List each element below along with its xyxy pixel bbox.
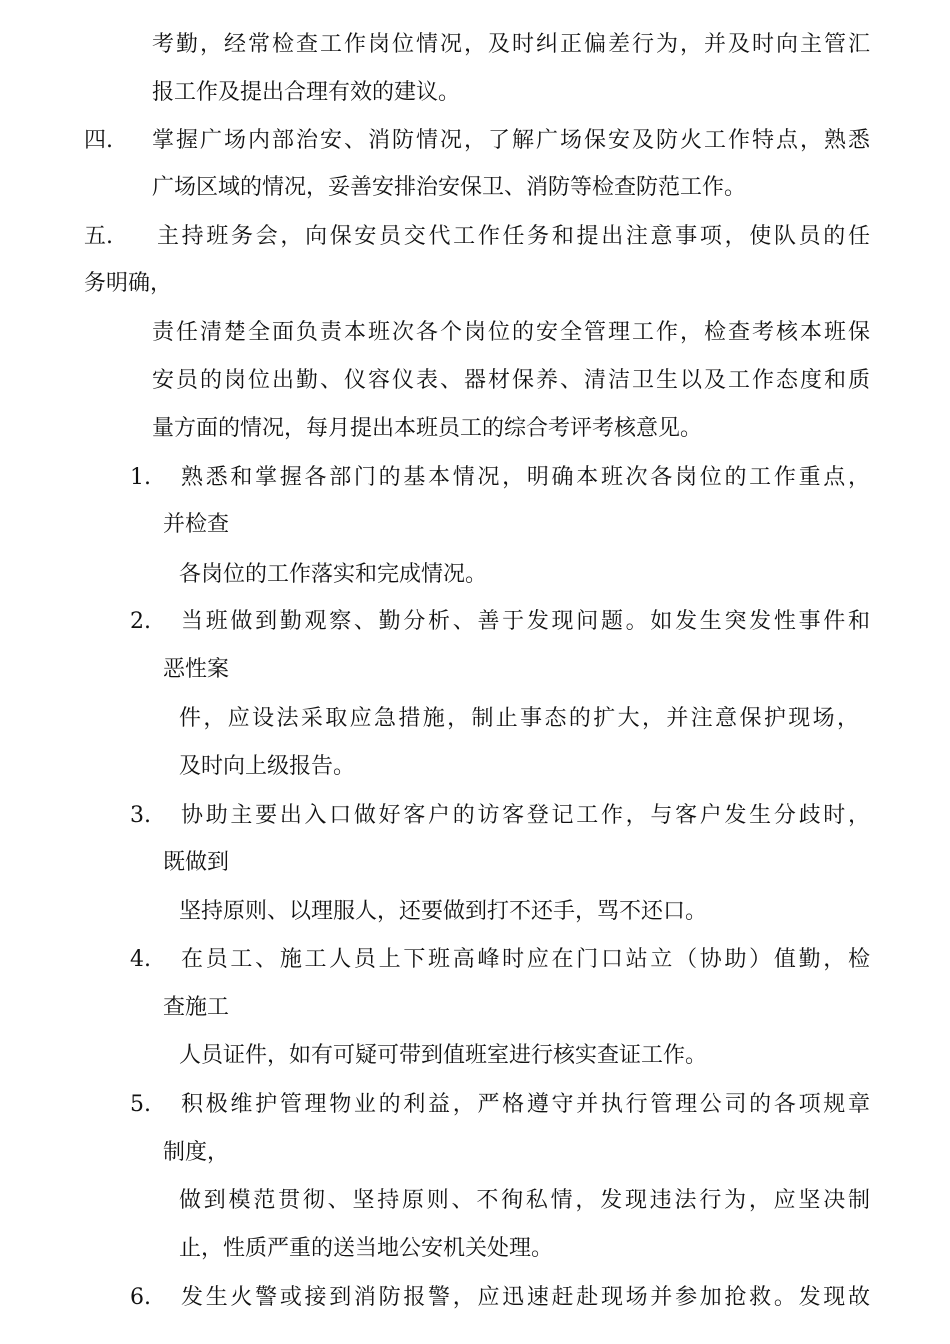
text-line: 既做到 <box>163 850 230 875</box>
text-line: 做到模范贯彻、坚持原则、不徇私情，发现违法行为，应坚决制 <box>179 1188 870 1213</box>
text-line: 并检查 <box>163 512 230 537</box>
text-line: 掌握广场内部治安、消防情况，了解广场保安及防火工作特点，熟悉 <box>152 128 870 153</box>
text-line: 务明确， <box>84 271 173 296</box>
section-marker: 五. <box>84 224 113 249</box>
item-number: 5. <box>130 1092 151 1117</box>
text-line: 坚持原则、以理服人，还要做到打不还手，骂不还口。 <box>179 899 708 924</box>
text-line: 止，性质严重的送当地公安机关处理。 <box>179 1236 554 1261</box>
text-line: 在员工、施工人员上下班高峰时应在门口站立（协助）值勤，检 <box>181 947 870 972</box>
text-line: 积极维护管理物业的利益，严格遵守并执行管理公司的各项规章 <box>181 1092 870 1117</box>
item-number: 6. <box>130 1285 151 1310</box>
section-marker: 四. <box>84 128 113 153</box>
text-line: 人员证件，如有可疑可带到值班室进行核实查证工作。 <box>179 1043 708 1068</box>
text-line: 各岗位的工作落实和完成情况。 <box>179 562 488 587</box>
item-number: 3. <box>130 803 151 828</box>
text-line: 及时向上级报告。 <box>179 754 356 779</box>
text-line: 责任清楚全面负责本班次各个岗位的安全管理工作，检查考核本班保 <box>152 320 870 345</box>
text-line: 协助主要出入口做好客户的访客登记工作，与客户发生分歧时， <box>181 803 870 828</box>
item-number: 2. <box>130 609 151 634</box>
text-line: 恶性案 <box>163 657 230 682</box>
text-line: 件，应设法采取应急措施，制止事态的扩大，并注意保护现场， <box>179 706 859 731</box>
text-line: 考勤，经常检查工作岗位情况，及时纠正偏差行为，并及时向主管汇 <box>152 32 870 57</box>
text-line: 安员的岗位出勤、仪容仪表、器材保养、清洁卫生以及工作态度和质 <box>152 368 870 393</box>
text-line: 查施工 <box>163 995 230 1020</box>
text-line: 报工作及提出合理有效的建议。 <box>152 80 461 105</box>
text-line: 广场区域的情况，妥善安排治安保卫、消防等检查防范工作。 <box>152 175 747 200</box>
text-line: 制度， <box>163 1140 230 1165</box>
item-number: 4. <box>130 947 151 972</box>
text-line: 熟悉和掌握各部门的基本情况，明确本班次各岗位的工作重点， <box>181 465 870 490</box>
text-line: 发生火警或接到消防报警，应迅速赶赴现场并参加抢救。发现故 <box>181 1285 870 1310</box>
text-line: 量方面的情况，每月提出本班员工的综合考评考核意见。 <box>152 416 703 441</box>
text-line: 当班做到勤观察、勤分析、善于发现问题。如发生突发性事件和 <box>181 609 870 634</box>
text-line: 主持班务会，向保安员交代工作任务和提出注意事项，使队员的任 <box>157 224 870 249</box>
item-number: 1. <box>130 465 151 490</box>
